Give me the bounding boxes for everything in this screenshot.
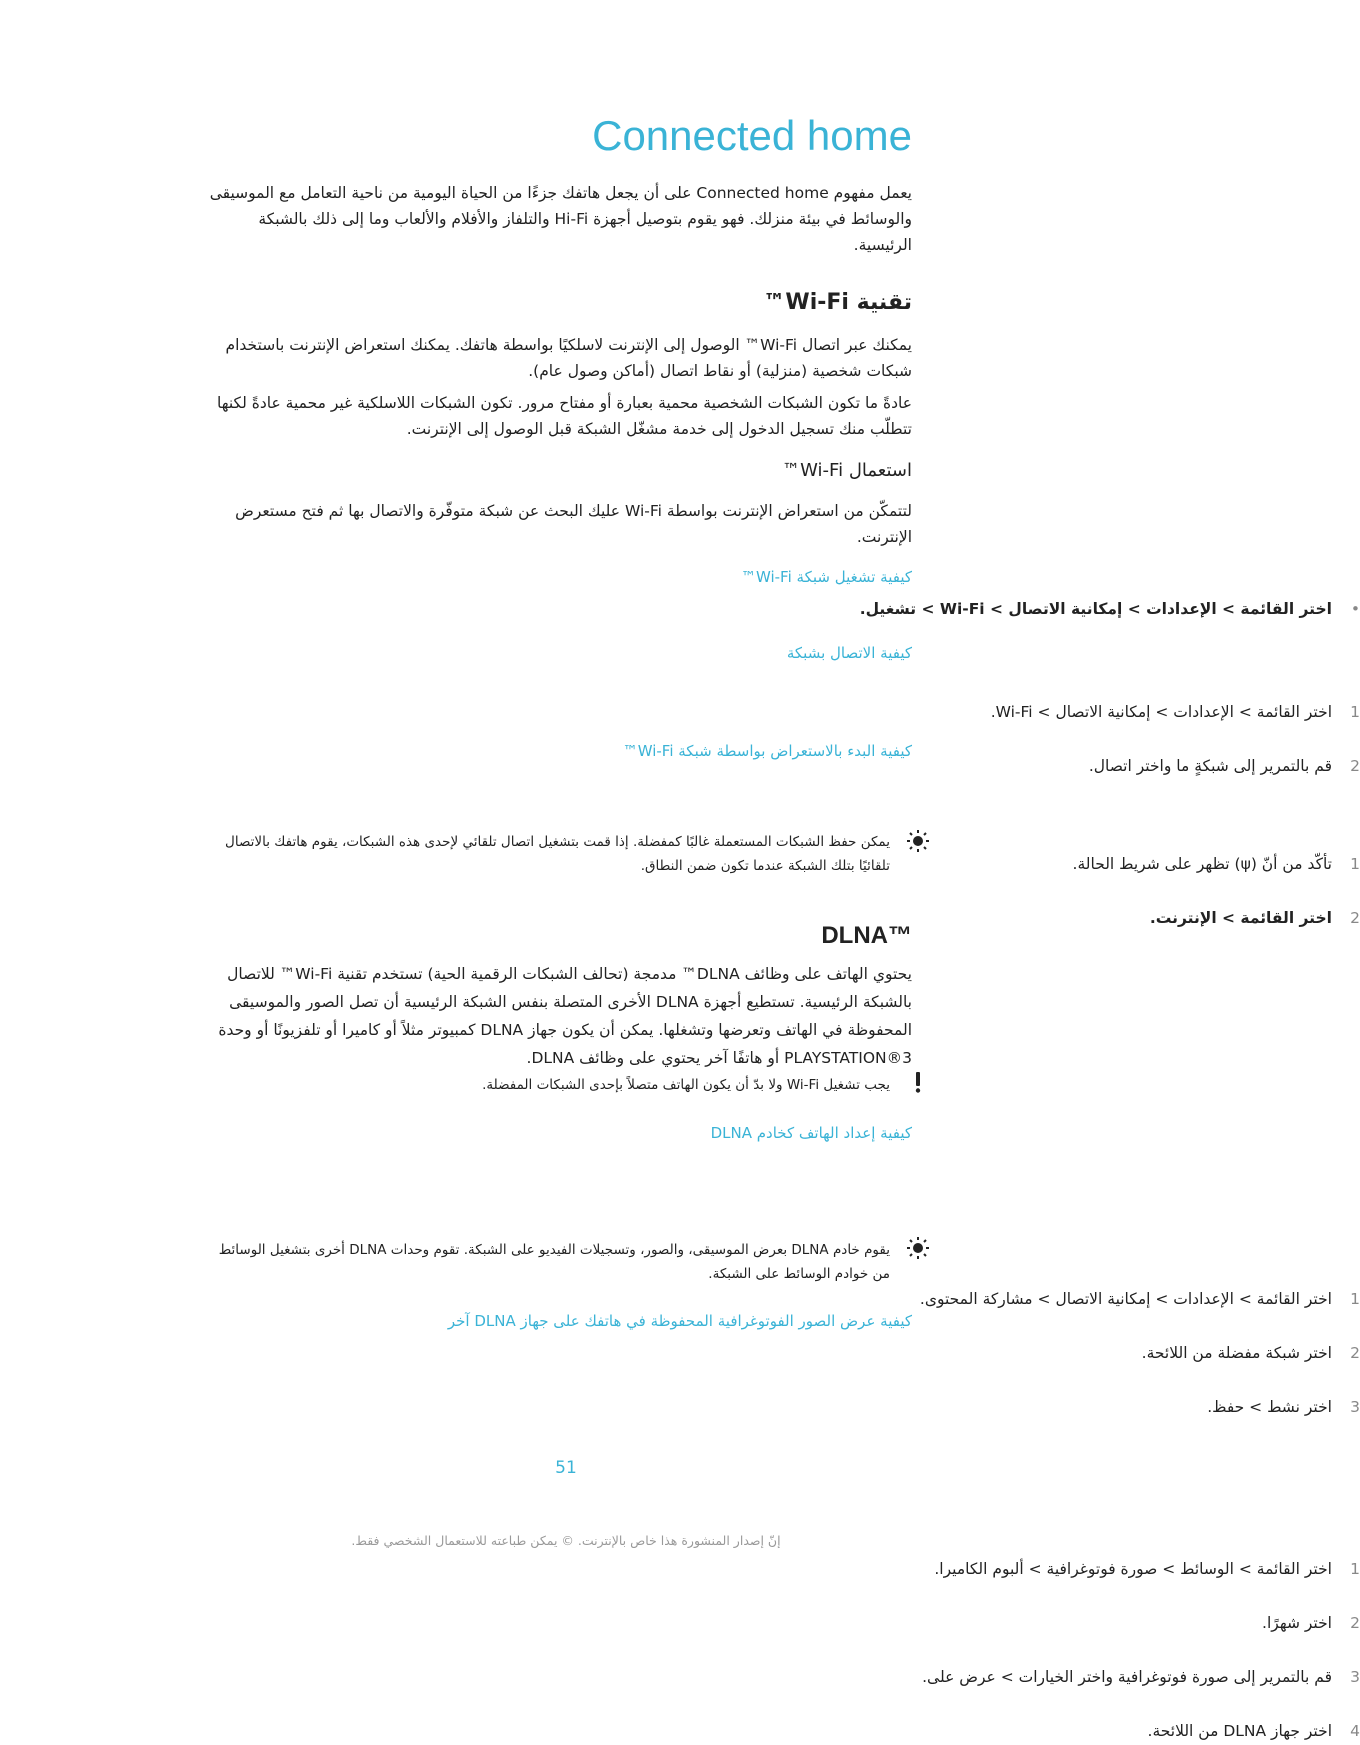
bullet-icon: •	[1350, 600, 1360, 618]
wifi-use-paragraph: لتتمكّن من استعراض الإنترنت بواسطة Wi-Fi عليك البحث عن شبكة متوفّرة والاتصال بها ثم فتح مستعرض الإنترنت.	[235, 502, 912, 546]
page-title: Connected home	[592, 112, 912, 159]
step-text: اختر القائمة > الإعدادات > إمكانية الاتصال > Wi-Fi.	[990, 703, 1332, 721]
exclamation-icon	[906, 1070, 930, 1094]
dlna-warning: يجب تشغيل Wi-Fi ولا بدّ أن يكون الهاتف متصلاً بإحدى الشبكات المفضلة.	[482, 1077, 890, 1093]
step-number: 2	[1350, 1344, 1360, 1362]
intro-paragraph: يعمل مفهوم Connected home على أن يجعل هاتفك جزءًا من الحياة اليومية من ناحية التعامل مع الموسيقى والوسائط في بيئة منزلك. فهو يقوم بتوصيل أجهزة Hi-Fi والتلفاز والأفلام والألعاب وما إلى ذلك بالشبكة الرئيسية.	[209, 184, 912, 254]
step-text: قم بالتمرير إلى صورة فوتوغرافية واختر الخيارات > عرض على.	[922, 1668, 1332, 1686]
step-number: 2	[1350, 757, 1360, 775]
step-text: قم بالتمرير إلى شبكةٍ ما واختر اتصال.	[1088, 757, 1332, 775]
wifi-turn-on-heading: كيفية تشغيل شبكة Wi-Fi™	[740, 568, 912, 586]
step-number: 1	[1350, 703, 1360, 721]
lightbulb-icon	[906, 1236, 930, 1260]
wifi-use-heading: استعمال Wi-Fi™	[782, 460, 912, 481]
wifi-paragraph-1: يمكنك عبر اتصال Wi-Fi™ الوصول إلى الإنترنت لاسلكيًا بواسطة هاتفك. يمكنك استعراض الإنترنت باستخدام شبكات شخصية (منزلية) أو نقاط اتصال (أماكن وصول عام).	[225, 336, 912, 380]
step-text: تأكّد من أنّ (ψ) تظهر على شريط الحالة.	[1072, 855, 1332, 873]
step-number: 3	[1350, 1668, 1360, 1686]
step-number: 2	[1350, 909, 1360, 927]
wifi-paragraph-2: عادةً ما تكون الشبكات الشخصية محمية بعبارة أو مفتاح مرور. تكون الشبكات اللاسلكية غير محمية عادةً لكنها تتطلّب منك تسجيل الدخول إلى خدمة مشغّل الشبكة قبل الوصول إلى الإنترنت.	[217, 394, 912, 438]
list-item	[200, 699, 1360, 726]
list-item	[200, 1556, 1360, 1583]
step-number: 3	[1350, 1398, 1360, 1416]
step-text: اختر القائمة > الإعدادات > إمكانية الاتصال > Wi-Fi > تشغيل.	[859, 600, 1332, 618]
step-number: 2	[1350, 1614, 1360, 1632]
dlna-setup-heading: كيفية إعداد الهاتف كخادم DLNA	[710, 1124, 912, 1142]
step-number: 4	[1350, 1722, 1360, 1740]
step-text: اختر القائمة > الإنترنت.	[1149, 909, 1332, 927]
step-number: 1	[1350, 855, 1360, 873]
step-text: اختر القائمة > الإعدادات > إمكانية الاتصال > مشاركة المحتوى.	[919, 1290, 1332, 1308]
wifi-browse-heading: كيفية البدء بالاستعراض بواسطة شبكة Wi-Fi™	[622, 742, 912, 760]
step-number: 1	[1350, 1290, 1360, 1308]
list-item	[200, 1718, 1360, 1745]
dlna-show-heading: كيفية عرض الصور الفوتوغرافية المحفوظة في هاتفك على جهاز DLNA آخر	[447, 1312, 912, 1330]
step-number: 1	[1350, 1560, 1360, 1578]
list-item	[200, 1664, 1360, 1691]
list-item	[200, 1394, 1360, 1421]
dlna-tip: يقوم خادم DLNA بعرض الموسيقى، والصور، وتسجيلات الفيديو على الشبكة. تقوم وحدات DLNA أخرى بتشغيل الوسائط من خوادم الوسائط على الشبكة.	[218, 1242, 890, 1282]
wifi-turn-on-step	[200, 596, 1360, 623]
list-item	[200, 1610, 1360, 1637]
page-number: 51	[555, 1458, 577, 1478]
step-text: اختر نشط > حفظ.	[1207, 1398, 1332, 1416]
step-text: اختر شبكة مفضلة من اللائحة.	[1141, 1344, 1332, 1362]
step-text: اختر جهاز DLNA من اللائحة.	[1147, 1722, 1332, 1740]
dlna-heading: DLNA™	[821, 922, 912, 949]
lightbulb-icon	[906, 829, 930, 853]
footer-notice: إنّ إصدار المنشورة هذا خاص بالإنترنت. © يمكن طباعته للاستعمال الشخصي فقط.	[351, 1533, 781, 1548]
step-text: اختر شهرًا.	[1262, 1614, 1332, 1632]
wifi-heading: تقنية Wi-Fi™	[763, 290, 912, 315]
step-text: اختر القائمة > الوسائط > صورة فوتوغرافية > ألبوم الكاميرا.	[934, 1560, 1332, 1578]
wifi-tip: يمكن حفظ الشبكات المستعملة غالبًا كمفضلة. إذا قمت بتشغيل اتصال تلقائي لإحدى هذه الشبكات، يقوم هاتفك بالاتصال تلقائيًا بتلك الشبكة عندما تكون ضمن النطاق.	[225, 834, 890, 874]
list-item	[200, 1340, 1360, 1367]
dlna-paragraph: يحتوي الهاتف على وظائف DLNA™ مدمجة (تحالف الشبكات الرقمية الحية) تستخدم تقنية Wi-Fi™ للاتصال بالشبكة الرئيسية. تستطيع أجهزة DLNA الأخرى المتصلة بنفس الشبكة الرئيسية أن تصل الصور والموسيقى المحفوظة في الهاتف وتعرضها وتشغلها. يمكن أن يكون جهاز DLNA كمبيوتر مثلاً أو كاميرا أو تلفزيونًا أو وحدة PLAYSTATION®3 أو هاتفًا آخر يحتوي على وظائف DLNA.	[218, 965, 912, 1067]
list-item	[200, 1286, 1360, 1313]
wifi-connect-heading: كيفية الاتصال بشبكة	[786, 644, 912, 662]
